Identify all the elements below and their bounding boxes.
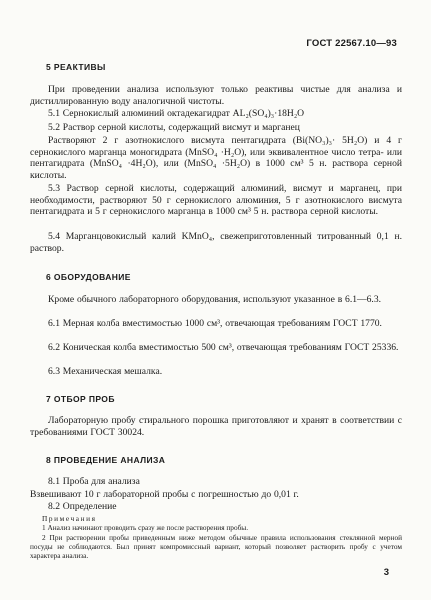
section-6-intro: Кроме обычного лабораторного оборудования, используют указанное в 6.1—6.3. xyxy=(48,294,382,305)
note-2: 2 При растворении пробы приведенным ниже методом обычные правила использования стеклянной мерной посуды не соблюдаются. Был принят компромиссный вариант, который позволяет растворить пробу с учетом характера анализа. xyxy=(30,533,402,561)
clause-5-2-text: Растворяют 2 г азотнокислого висмута пентагидрата (Bi(NO₃)₃· 5H₂O) и 4 г сернокислого марганца моногидрата (MnSO₄ ·H₂O), или эквивалентное число тетра- или пентагидрата (MnSO₄ ·4H₂O), или (MnSO₄ ·5H₂O) в 1000 см³ 5 н. раствора серной кислоты. xyxy=(30,135,402,181)
section-7-heading: 7 ОТБОР ПРОБ xyxy=(46,394,115,404)
section-5-heading: 5 РЕАКТИВЫ xyxy=(46,62,106,72)
section-6-heading: 6 ОБОРУДОВАНИЕ xyxy=(46,272,131,282)
section-7-text: Лабораторную пробу стирального порошка приготовляют и хранят в соответствии с требованиями ГОСТ 30024. xyxy=(30,415,402,438)
page-number: 3 xyxy=(383,567,389,578)
clause-8-1: 8.1 Проба для анализа xyxy=(48,476,140,487)
document-header: ГОСТ 22567.10—93 xyxy=(306,38,397,49)
clause-5-1: 5.1 Сернокислый алюминий октадекагидрат AL₂(SO₄)₃·18H₂O xyxy=(48,108,305,119)
note-1: 1 Анализ начинают проводить сразу же после растворения пробы. xyxy=(42,523,249,532)
clause-6-1: 6.1 Мерная колба вместимостью 1000 см³, отвечающая требованиям ГОСТ 1770. xyxy=(48,318,382,329)
clause-5-4: 5.4 Марганцовокислый калий KMnO₄, свежеприготовленный титрованный 0,1 н. раствор. xyxy=(30,231,402,254)
section-8-heading: 8 ПРОВЕДЕНИЕ АНАЛИЗА xyxy=(46,455,166,465)
clause-6-2: 6.2 Коническая колба вместимостью 500 см³, отвечающая требованиям ГОСТ 25336. xyxy=(48,342,399,353)
section-5-intro: При проведении анализа используют только реактивы чистые для анализа и дистиллированную воду аналогичной чистоты. xyxy=(30,84,402,107)
notes-title: Примечания xyxy=(42,514,97,523)
clause-5-2: 5.2 Раствор серной кислоты, содержащий висмут и марганец xyxy=(48,122,300,133)
clause-6-3: 6.3 Механическая мешалка. xyxy=(48,366,163,377)
clause-8-2: 8.2 Определение xyxy=(48,501,117,512)
clause-5-3: 5.3 Раствор серной кислоты, содержащий алюминий, висмут и марганец, при необходимости, растворяют 50 г сернокислого алюминия, 5 г азотнокислого висмута пентагидрата и 5 г сернокислого марганца в 1000 см³ 5 н. раствора серной кислоты. xyxy=(30,183,402,217)
clause-8-1-text: Взвешивают 10 г лабораторной пробы с погрешностью до 0,01 г. xyxy=(30,489,299,500)
